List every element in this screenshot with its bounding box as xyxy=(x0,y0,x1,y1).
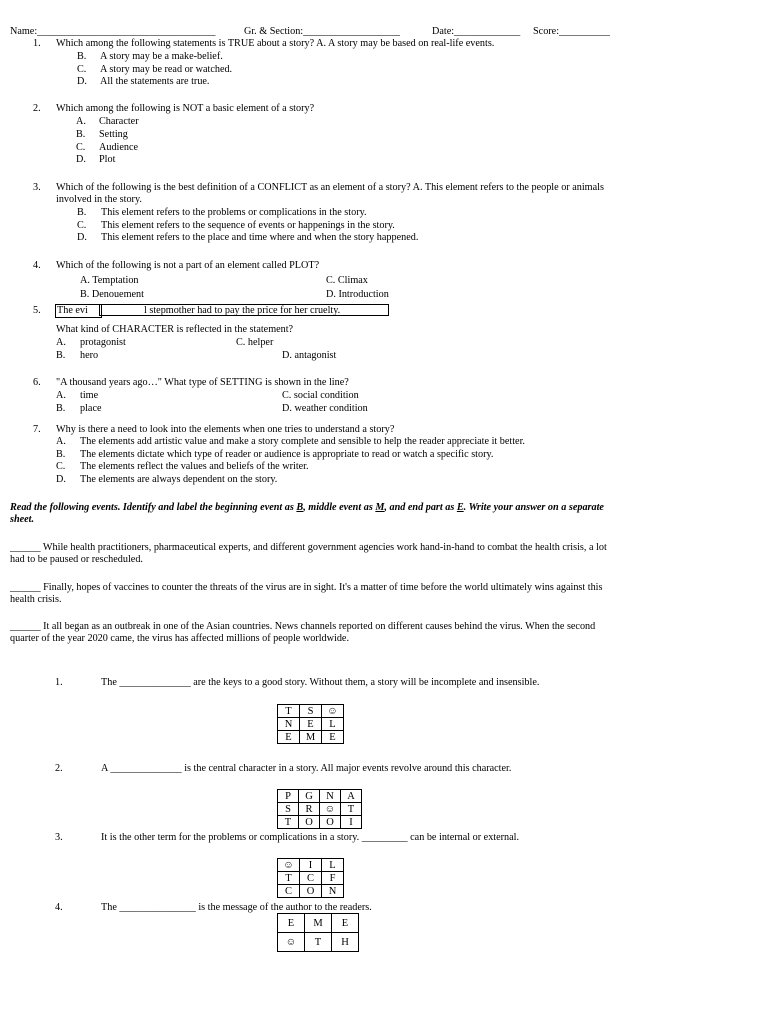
option-c: C. helper xyxy=(236,337,274,348)
option-letter: C. xyxy=(77,64,87,75)
option-d: D. weather condition xyxy=(282,403,368,414)
question-number: 2. xyxy=(33,103,41,114)
event-text: had to be paused or rescheduled. xyxy=(10,554,143,565)
grade-section-field: Gr. & Section:___________________ xyxy=(244,26,400,37)
grid-cell: O xyxy=(299,816,320,829)
grid-cell: N xyxy=(320,790,341,803)
label-e: E xyxy=(456,502,464,513)
question-number: 1. xyxy=(33,38,41,49)
option-a: protagonist xyxy=(80,337,126,348)
option-letter: D. xyxy=(77,76,87,87)
option-text: The elements are always dependent on the story. xyxy=(80,474,278,485)
question-number: 6. xyxy=(33,377,41,388)
option-a: time xyxy=(80,390,99,401)
option-letter: D. xyxy=(76,154,86,165)
event-text: ______ Finally, hopes of vaccines to counter the threats of the virus are in sight. It's a matter of time before the world ultimately wins against this xyxy=(10,582,603,593)
option-d: D. antagonist xyxy=(282,350,337,361)
puzzle-clue: The ______________ are the keys to a good story. Without them, a story will be incomplete and insensible. xyxy=(101,677,540,688)
event-text: ______ While health practitioners, pharmaceutical experts, and different government agencies work hand-in-hand to combat the health crisis, a lot xyxy=(10,542,607,553)
puzzle-number: 4. xyxy=(55,902,63,913)
letter-grid xyxy=(277,704,344,744)
option-text: This element refers to the problems or complications in the story. xyxy=(101,207,367,218)
question-text: Why is there a need to look into the elements when one tries to understand a story? xyxy=(56,424,395,435)
grid-cell: E xyxy=(300,718,322,731)
instructions-line-1: Read the following events. Identify and label the beginning event as B, middle event as M, and end part as E. Write your answer on a separate xyxy=(10,502,604,513)
option-b: hero xyxy=(80,350,99,361)
event-text: health crisis. xyxy=(10,594,62,605)
option-letter: D. xyxy=(56,474,66,485)
option-letter: B. xyxy=(56,403,66,414)
grid-cell: E xyxy=(278,914,305,933)
option-text: Plot xyxy=(99,154,116,165)
puzzle-number: 1. xyxy=(55,677,63,688)
instructions-line-2: sheet. xyxy=(10,514,35,525)
grid-cell: T xyxy=(278,872,300,885)
grid-cell: O xyxy=(320,816,341,829)
option-text: This element refers to the sequence of events or happenings in the story. xyxy=(101,220,395,231)
grid-cell: C xyxy=(278,885,300,898)
option-text: A story may be a make-belief. xyxy=(100,51,223,62)
puzzle-number: 3. xyxy=(55,832,63,843)
option-letter: C. xyxy=(56,461,66,472)
option-letter: A. xyxy=(56,337,66,348)
date-field: Date:_____________ xyxy=(432,26,521,37)
question-text-continued: involved in the story. xyxy=(56,194,142,205)
question-number: 7. xyxy=(33,424,41,435)
event-text: quarter of the year 2020 came, the virus has affected millions of people worldwide. xyxy=(10,633,349,644)
option-text: This element refers to the place and time where and when the story happened. xyxy=(101,232,419,243)
grid-cell: T xyxy=(305,933,332,952)
puzzle-clue: The _______________ is the message of the author to the readers. xyxy=(101,902,372,913)
grid-cell: ☺ xyxy=(322,705,344,718)
puzzle-number: 2. xyxy=(55,763,63,774)
grid-cell: M xyxy=(300,731,322,744)
option-letter: B. xyxy=(77,51,87,62)
grid-cell: F xyxy=(322,872,344,885)
option-letter: A. xyxy=(56,436,66,447)
grid-cell: L xyxy=(322,718,344,731)
grid-cell: E xyxy=(332,914,359,933)
option-letter: A. xyxy=(56,390,66,401)
option-c: C. Climax xyxy=(326,275,368,286)
option-letter: B. xyxy=(76,129,86,140)
grid-cell: R xyxy=(299,803,320,816)
question-text: Which among the following statements is TRUE about a story? A. A story may be based on real-life events. xyxy=(56,38,495,49)
option-text: Character xyxy=(99,116,139,127)
question-number: 3. xyxy=(33,182,41,193)
grid-cell: T xyxy=(278,816,299,829)
grid-cell: I xyxy=(341,816,362,829)
question-text: What kind of CHARACTER is reflected in the statement? xyxy=(56,324,294,335)
grid-cell: I xyxy=(300,859,322,872)
grid-cell: G xyxy=(299,790,320,803)
grid-cell: A xyxy=(341,790,362,803)
grid-cell: ☺ xyxy=(278,859,300,872)
puzzle-clue: It is the other term for the problems or complications in a story. _________ can be internal or external. xyxy=(101,832,520,843)
option-text: Audience xyxy=(99,142,139,153)
grid-cell: ☺ xyxy=(320,803,341,816)
grid-cell: E xyxy=(322,731,344,744)
option-b: place xyxy=(80,403,102,414)
grid-cell: ☺ xyxy=(278,933,305,952)
option-letter: B. xyxy=(56,350,66,361)
grid-cell: P xyxy=(278,790,299,803)
grid-cell: S xyxy=(300,705,322,718)
grid-cell: S xyxy=(278,803,299,816)
option-text: The elements dictate which type of reader or audience is appropriate to read or watch a specific story. xyxy=(80,449,494,460)
option-letter: A. xyxy=(76,116,86,127)
option-text: All the statements are true. xyxy=(100,76,210,87)
option-letter: D. xyxy=(77,232,87,243)
option-text: The elements reflect the values and beliefs of the writer. xyxy=(80,461,309,472)
grid-cell: N xyxy=(278,718,300,731)
option-d: D. Introduction xyxy=(326,289,389,300)
grid-cell: T xyxy=(341,803,362,816)
grid-cell: H xyxy=(332,933,359,952)
label-m: M xyxy=(375,502,385,513)
grid-cell: T xyxy=(278,705,300,718)
option-letter: C. xyxy=(77,220,87,231)
option-text: Setting xyxy=(99,129,128,140)
score-field: Score:__________ xyxy=(533,26,610,37)
question-text: Which of the following is not a part of an element called PLOT? xyxy=(56,260,320,271)
label-b: B xyxy=(296,502,304,513)
question-text: Which among the following is NOT a basic element of a story? xyxy=(56,103,315,114)
letter-grid xyxy=(277,789,362,829)
grid-cell: E xyxy=(278,731,300,744)
grid-cell: M xyxy=(305,914,332,933)
question-number: 4. xyxy=(33,260,41,271)
option-c: C. social condition xyxy=(282,390,359,401)
grid-cell: L xyxy=(322,859,344,872)
option-text: The elements add artistic value and make a story complete and sensible to help the reader appreciate it better. xyxy=(80,436,525,447)
grid-cell: N xyxy=(322,885,344,898)
grid-cell: O xyxy=(300,885,322,898)
puzzle-clue: A ______________ is the central character in a story. All major events revolve around this character. xyxy=(101,763,512,774)
statement-box: l stepmother had to pay the price for her cruelty. xyxy=(99,304,389,316)
option-letter: C. xyxy=(76,142,86,153)
name-field: Name:___________________________________ xyxy=(10,26,216,37)
option-a: A. Temptation xyxy=(80,275,139,286)
option-b: B. Denouement xyxy=(80,289,144,300)
question-number: 5. xyxy=(33,305,41,316)
question-text: Which of the following is the best definition of a CONFLICT as an element of a story? A. This element refers to the people or animals xyxy=(56,182,604,193)
statement-lead-box: The evi xyxy=(55,304,102,318)
option-letter: B. xyxy=(77,207,87,218)
event-text: ______ It all began as an outbreak in one of the Asian countries. News channels reported on different causes behind the virus. When the second xyxy=(10,621,596,632)
letter-grid xyxy=(277,913,359,952)
letter-grid xyxy=(277,858,344,898)
option-letter: B. xyxy=(56,449,66,460)
option-text: A story may be read or watched. xyxy=(100,64,233,75)
question-text: "A thousand years ago…" What type of SETTING is shown in the line? xyxy=(56,377,349,388)
grid-cell: C xyxy=(300,872,322,885)
